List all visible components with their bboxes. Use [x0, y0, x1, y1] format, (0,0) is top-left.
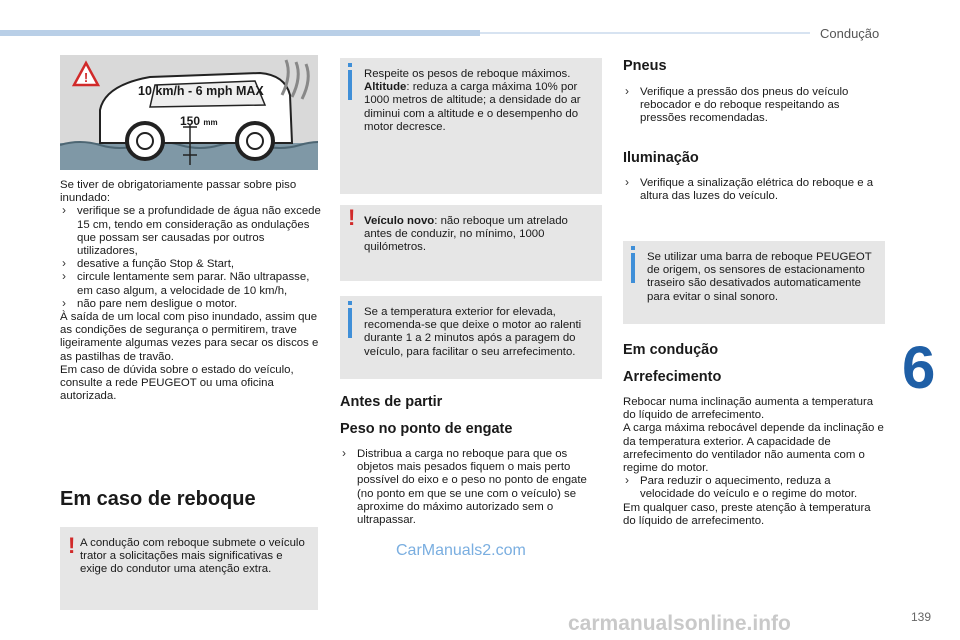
heading-before-departure: Antes de partir — [340, 394, 443, 410]
footer-watermark[interactable]: carmanualsonline.info — [568, 612, 791, 635]
info-icon — [631, 253, 635, 283]
depth-unit: mm — [203, 118, 218, 127]
site-watermark[interactable]: CarManuals2.com — [396, 542, 526, 559]
info-icon — [348, 308, 352, 338]
flood-bullet-1: › verifique se a profundidade de água não excede 15 cm, tendo em consideração as ondulações que possam ser causadas por outros utilizadores, — [60, 205, 322, 258]
flood-after: À saída de um local com piso inundado, assim que as condições de segurança o permitirem, trave ligeiramente algumas vezes para secar os discos e as pastilhas de travão. — [60, 311, 319, 363]
flood-bullet-4: › não pare nem desligue o motor. — [60, 298, 322, 311]
heading-lighting: Iluminação — [623, 150, 699, 166]
temperature-note-text: Se a temperatura exterior for elevada, recomenda-se que deixe o motor ao ralenti durante 1 a 2 minutos após a paragem do veículo, para facilitar o seu arrefecimento. — [364, 306, 582, 358]
cooling-p2: A carga máxima rebocável depende da inclinação e da temperatura exterior. A capacidade de arrefecimento do ventilador não aumenta com o regime do motor. — [623, 422, 884, 475]
new-vehicle-warning-note — [340, 205, 602, 281]
lighting-bullet: › Verifique a sinalização elétrica do reboque e a altura das luzes do veículo. — [623, 177, 885, 203]
towbar-info-note — [623, 241, 885, 324]
heading-cooling: Arrefecimento — [623, 369, 722, 385]
altitude-text: : reduza a carga máxima 10% por 1000 metros de altitude; a densidade do ar diminui com a altitude e o desempenho do motor decresce. — [364, 81, 581, 133]
cooling-p3: Em qualquer caso, preste atenção à temperatura do líquido de arrefecimento. — [623, 501, 871, 527]
heading-driving: Em condução — [623, 342, 719, 358]
flood-bullet-3: › circule lentamente sem parar. Não ultrapasse, em caso algum, a velocidade de 10 km/h, — [60, 271, 322, 297]
flood-section — [60, 179, 322, 403]
towing-title: Em caso de reboque — [60, 488, 256, 510]
warning-icon: ! — [68, 533, 76, 558]
info-icon — [348, 70, 352, 100]
header-bar-thin — [480, 32, 810, 34]
towbar-note-text: Se utilizar uma barra de reboque PEUGEOT de origem, os sensores de estacionamento traseiro são desativados automaticamente para evitar o sinal sonoro. — [647, 251, 872, 303]
heading-tyres: Pneus — [623, 58, 667, 74]
hitch-weight-section — [340, 448, 602, 527]
warning-icon: ! — [348, 205, 356, 230]
altitude-label: Altitude — [364, 81, 407, 94]
flood-closing: Em caso de dúvida sobre o estado do veículo, consulte a rede PEUGEOT ou uma oficina autorizada. — [60, 363, 294, 403]
section-header: Condução — [820, 26, 880, 41]
depth-value: 150 — [180, 114, 201, 128]
tyres-section — [623, 86, 885, 126]
car-in-water-drawing — [60, 55, 318, 170]
heading-hitch-weight: Peso no ponto de engate — [340, 421, 513, 437]
new-vehicle-text: : não reboque um atrelado antes de conduzir, no mínimo, 1000 quilómetros. — [364, 215, 568, 254]
weights-info-note — [340, 58, 602, 194]
flooded-road-illustration — [60, 55, 318, 170]
chapter-number: 6 — [902, 334, 936, 401]
svg-text:!: ! — [83, 70, 89, 85]
towing-note-text: A condução com reboque submete o veículo trator a solicitações mais significativas e exige do condutor uma atenção extra. — [80, 537, 305, 576]
water-depth-label — [180, 114, 218, 128]
tyres-bullet: › Verifique a pressão dos pneus do veículo rebocador e do reboque respeitando as pressões recomendadas. — [623, 86, 885, 126]
cooling-section — [623, 396, 885, 528]
cooling-bullet: › Para reduzir o aquecimento, reduza a velocidade do veículo e o regime do motor. — [623, 475, 885, 501]
flood-intro: Se tiver de obrigatoriamente passar sobre piso inundado: — [60, 179, 297, 205]
new-vehicle-label: Veículo novo — [364, 215, 435, 227]
header-bar — [0, 30, 480, 36]
page-number: 139 — [911, 610, 932, 624]
flood-bullet-2: › desative a função Stop & Start, — [60, 258, 322, 271]
cooling-p1: Rebocar numa inclinação aumenta a temperatura do líquido de arrefecimento. — [623, 396, 874, 422]
lighting-section — [623, 177, 885, 203]
temperature-info-note — [340, 296, 602, 379]
hitch-weight-bullet: › Distribua a carga no reboque para que os objetos mais pesados fiquem o mais perto possível do eixo e o peso no ponto de engate (no ponto em que se une com o veículo) se aproxime do máximo autorizado sem o ultrapassar. — [340, 448, 602, 527]
speed-limit-label: 10 km/h - 6 mph MAX — [138, 84, 264, 98]
towing-warning-note — [60, 527, 318, 610]
weights-text: Respeite os pesos de reboque máximos. — [364, 68, 571, 80]
